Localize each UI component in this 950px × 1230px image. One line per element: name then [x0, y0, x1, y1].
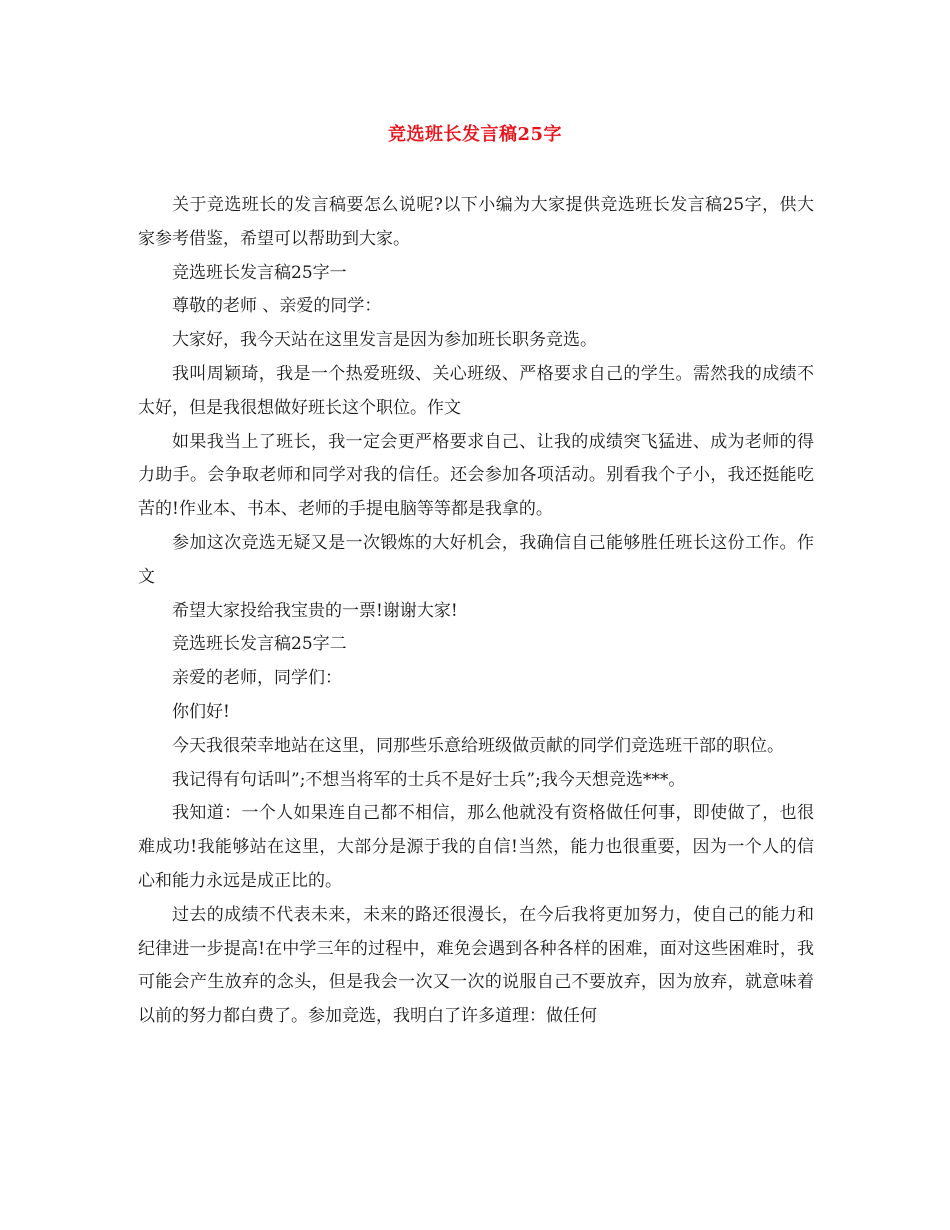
- paragraph-section-heading-2: 竞选班长发言稿25字二: [172, 634, 347, 655]
- paragraph-intro: 关于竞选班长的发言稿要怎么说呢?以下小编为大家提供竞选班长发言稿25字，供大家参考借鉴，希望可以帮助到大家。: [138, 195, 814, 249]
- paragraph: 希望大家投给我宝贵的一票!谢谢大家!: [172, 600, 458, 621]
- paragraph: 参加这次竞选无疑又是一次锻炼的大好机会，我确信自己能够胜任班长这份工作。作文: [138, 532, 814, 587]
- paragraph-salutation-2: 亲爱的老师，同学们：: [172, 668, 342, 689]
- paragraph: 我记得有句话叫”;不想当将军的士兵不是好士兵”;我今天想竞选***。: [172, 769, 686, 790]
- paragraph: 我知道：一个人如果连自己都不相信，那么他就没有资格做任何事，即使做了，也很难成功!我能够站在这里，大部分是源于我的自信!当然，能力也很重要，因为一个人的信心和能力永远是成正比的。: [138, 803, 814, 891]
- document-title: 竞选班长发言稿25字: [387, 124, 563, 145]
- paragraph: 你们好!: [172, 701, 230, 722]
- paragraph: 今天我很荣幸地站在这里，同那些乐意给班级做贡献的同学们竞选班干部的职位。: [172, 735, 784, 756]
- paragraph: 大家好，我今天站在这里发言是因为参加班长职务竞选。: [172, 330, 597, 351]
- paragraph-section-heading-1: 竞选班长发言稿25字一: [172, 262, 347, 283]
- paragraph: 如果我当上了班长，我一定会更严格要求自己、让我的成绩突飞猛进、成为老师的得力助手。会争取老师和同学对我的信任。还会参加各项活动。别看我个子小，我还挺能吃苦的!作业本、书本、老师的手提电脑等等都是我拿的。: [138, 431, 814, 520]
- paragraph: 我叫周颖琦，我是一个热爱班级、关心班级、严格要求自己的学生。需然我的成绩不太好，但是我很想做好班长这个职位。作文: [138, 363, 814, 418]
- paragraph: 过去的成绩不代表未来，未来的路还很漫长，在今后我将更加努力，使自己的能力和纪律进一步提高!在中学三年的过程中，难免会遇到各种各样的困难，面对这些困难时，我可能会产生放弃的念头，但是我会一次又一次的说服自己不要放弃，因为放弃，就意味着以前的努力都白费了。参加竞选，我明白了许多道理：做任何: [138, 904, 814, 1027]
- paragraph-salutation-1: 尊敬的老师 、亲爱的同学：: [172, 296, 382, 317]
- document-body: [138, 189, 814, 1034]
